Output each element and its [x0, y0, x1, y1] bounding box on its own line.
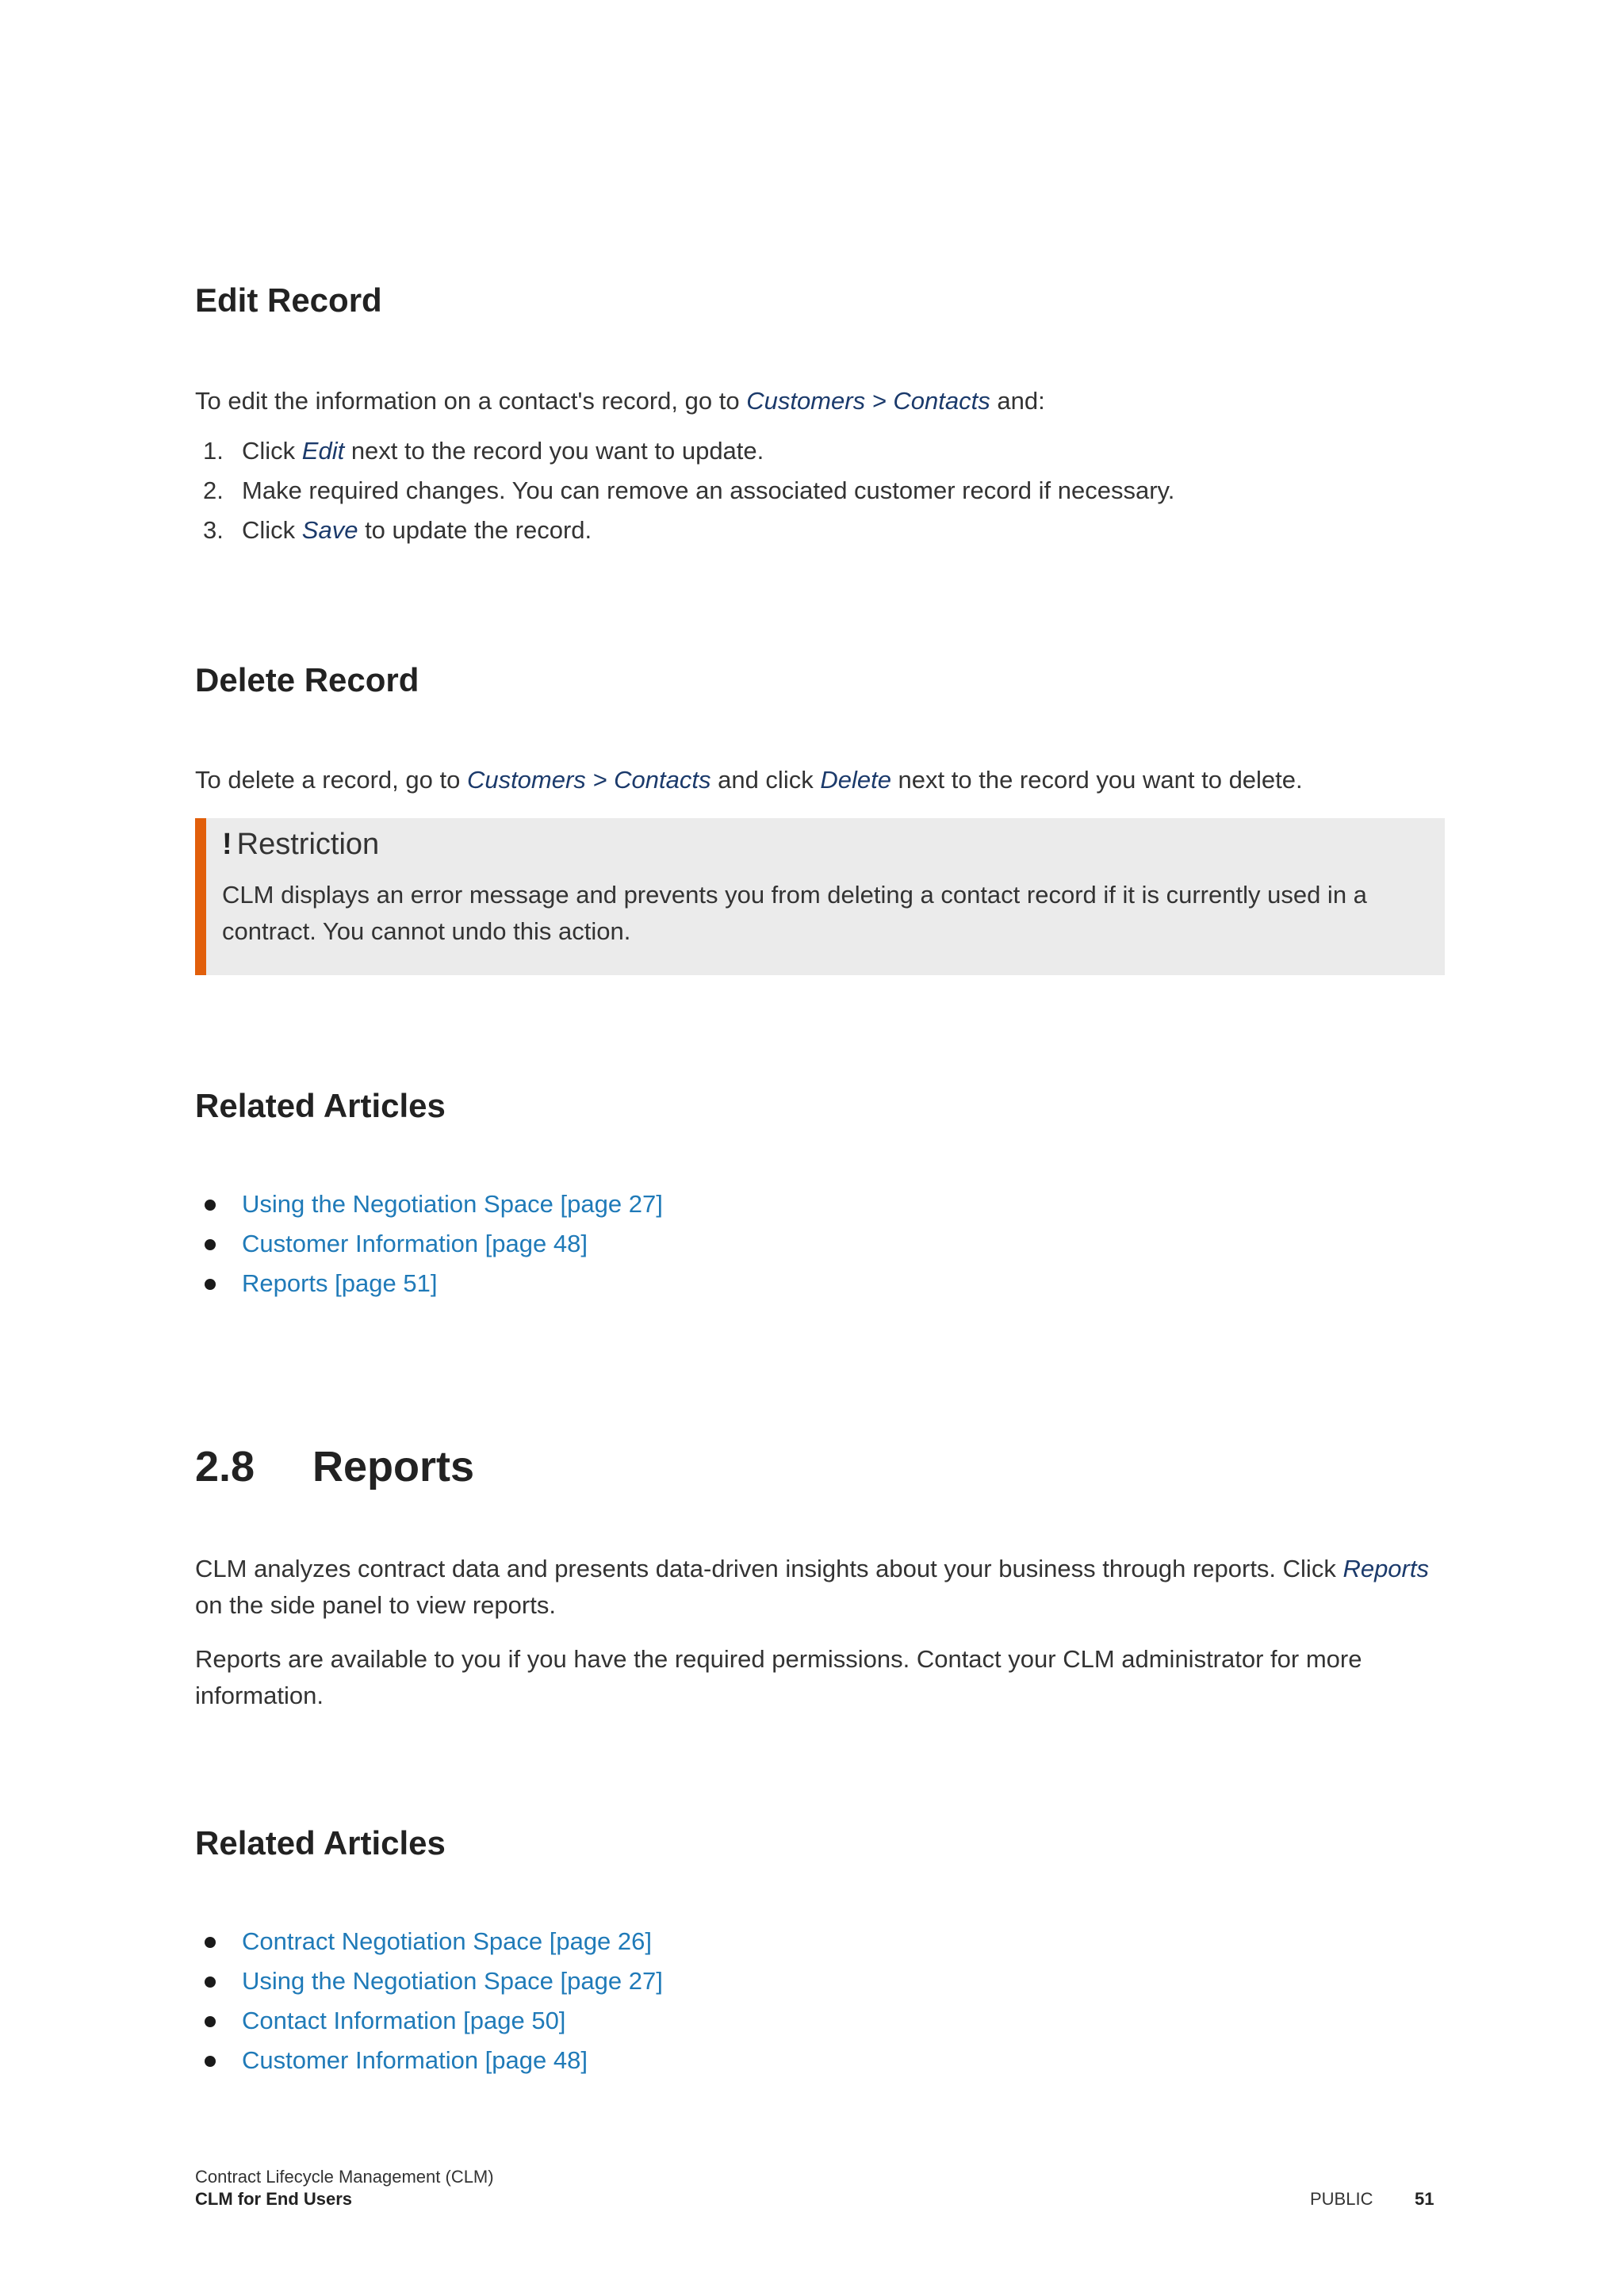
- edit-steps-list: [195, 431, 1174, 550]
- step-text: Click: [242, 516, 302, 544]
- footer-classification: PUBLIC: [1310, 2189, 1373, 2209]
- related-articles-list-2: [195, 1922, 663, 2080]
- chapter-number: 2.8: [195, 1443, 255, 1490]
- delete-ui-term: Delete: [820, 766, 891, 794]
- restriction-accent-bar: [195, 818, 206, 975]
- related-link[interactable]: Reports [page 51]: [242, 1269, 438, 1297]
- list-item[interactable]: [195, 2001, 663, 2041]
- bullet-icon: [205, 1976, 216, 1988]
- edit-ui-term: Edit: [301, 437, 345, 465]
- reports-paragraph-1: [195, 1551, 1445, 1624]
- restriction-text: CLM displays an error message and prevents you from deleting a contact record if it is currently used in a contract. You cannot undo this action.: [222, 881, 1367, 945]
- step-text-end: to update the record.: [358, 516, 592, 544]
- list-item[interactable]: [195, 1961, 663, 2001]
- step-text: Click: [242, 437, 302, 465]
- reports-paragraph-2: Reports are available to you if you have the required permissions. Contact your CLM administrator for more information.: [195, 1645, 1362, 1709]
- bullet-icon: [205, 1239, 216, 1250]
- edit-intro: [195, 383, 1045, 419]
- chapter-title: Reports: [312, 1443, 475, 1490]
- reports-p1-text-end: on the side panel to view reports.: [195, 1591, 556, 1619]
- delete-intro: [195, 762, 1303, 798]
- edit-record-heading: Edit Record: [195, 281, 382, 319]
- save-ui-term: Save: [301, 516, 358, 544]
- delete-intro-text-middle: and click: [710, 766, 821, 794]
- customers-contacts-path: Customers > Contacts: [746, 387, 990, 415]
- edit-intro-text-end: and:: [990, 387, 1045, 415]
- reports-ui-term: Reports: [1342, 1555, 1429, 1582]
- bullet-icon: [205, 2056, 216, 2067]
- footer-doc-subtitle: CLM for End Users: [195, 2189, 353, 2209]
- list-item[interactable]: [195, 1922, 663, 1961]
- bullet-icon: [205, 2016, 216, 2027]
- step-text: Make required changes. You can remove an associated customer record if necessary.: [242, 476, 1175, 504]
- related-link[interactable]: Using the Negotiation Space [page 27]: [242, 1967, 663, 1995]
- bullet-icon: [205, 1200, 216, 1211]
- list-item: [195, 471, 1174, 511]
- edit-intro-text: To edit the information on a contact's record, go to: [195, 387, 747, 415]
- restriction-callout: [195, 818, 1445, 975]
- related-link[interactable]: Contact Information [page 50]: [242, 2007, 566, 2034]
- bullet-icon: [205, 1937, 216, 1948]
- step-text-end: next to the record you want to update.: [344, 437, 764, 465]
- related-link[interactable]: Contract Negotiation Space [page 26]: [242, 1927, 653, 1955]
- list-item: [195, 511, 1174, 550]
- reports-p1-text: CLM analyzes contract data and presents data-driven insights about your business through reports. Click: [195, 1555, 1343, 1582]
- restriction-header: [222, 825, 379, 864]
- step-number: 2.: [203, 476, 224, 504]
- step-number: 3.: [203, 516, 224, 544]
- delete-intro-text-end: next to the record you want to delete.: [891, 766, 1303, 794]
- related-articles-list: [195, 1184, 663, 1303]
- customers-contacts-path: Customers > Contacts: [466, 766, 711, 794]
- list-item[interactable]: [195, 1264, 663, 1303]
- restriction-title: Restriction: [236, 828, 380, 861]
- list-item[interactable]: [195, 1224, 663, 1264]
- footer-doc-title: Contract Lifecycle Management (CLM): [195, 2167, 494, 2187]
- footer-left: [195, 2166, 494, 2210]
- list-item[interactable]: [195, 1184, 663, 1224]
- bullet-icon: [205, 1279, 216, 1290]
- related-link[interactable]: Using the Negotiation Space [page 27]: [242, 1190, 663, 1218]
- related-link[interactable]: Customer Information [page 48]: [242, 2046, 588, 2074]
- related-articles-heading: Related Articles: [195, 1087, 446, 1124]
- related-articles-heading-2: Related Articles: [195, 1824, 446, 1862]
- footer-page-number: 51: [1415, 2189, 1434, 2209]
- chapter-heading: [195, 1441, 1445, 1497]
- delete-record-heading: Delete Record: [195, 661, 419, 698]
- delete-intro-text: To delete a record, go to: [195, 766, 467, 794]
- related-link[interactable]: Customer Information [page 48]: [242, 1230, 588, 1257]
- step-number: 1.: [203, 437, 224, 465]
- exclamation-icon: !: [222, 828, 232, 861]
- list-item[interactable]: [195, 2041, 663, 2080]
- list-item: [195, 431, 1174, 471]
